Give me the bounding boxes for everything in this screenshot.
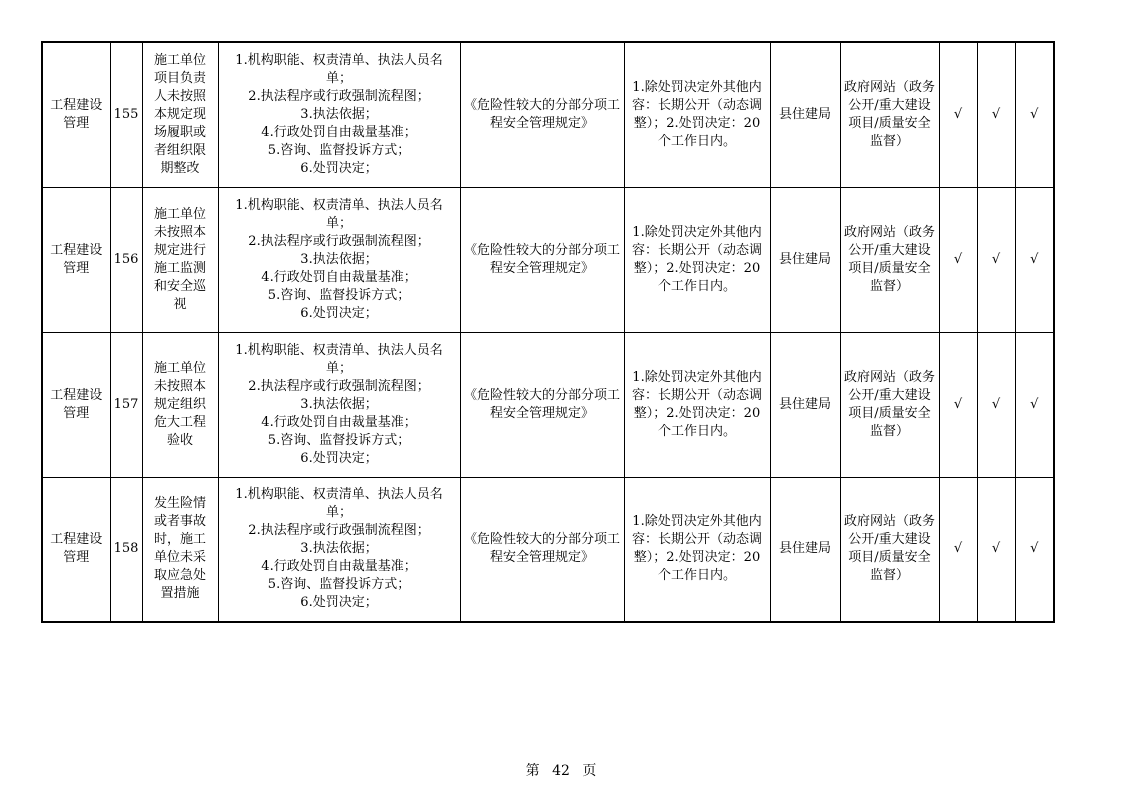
content-line: 1.机构职能、权责清单、执法人员名 (235, 52, 443, 68)
number-cell: 156 (110, 187, 142, 332)
content-line: 2.执法程序或行政强制流程图； (248, 88, 430, 104)
matter-cell: 施工单位项目负责人未按照本规定现场履职或者组织限期整改 (142, 42, 218, 187)
timing-cell: 1.除处罚决定外其他内容：长期公开（动态调整）；2.处罚决定：20个工作日内。 (624, 42, 770, 187)
disclosure-table (41, 41, 1055, 623)
table-row (42, 477, 1054, 622)
channel-cell: 政府网站（政务公开/重大建设项目/质量安全监督） (840, 332, 939, 477)
subject-cell: 县住建局 (770, 187, 840, 332)
content-line: 6.处罚决定； (300, 450, 378, 466)
content-line: 3.执法依据； (300, 396, 378, 412)
content-line: 4.行政处罚自由裁量基准； (261, 414, 417, 430)
content-line: 3.执法依据； (300, 541, 378, 557)
content-line: 3.执法依据； (300, 251, 378, 267)
content-line: 5.咨询、监督投诉方式； (267, 142, 411, 158)
content-line: 1.机构职能、权责清单、执法人员名 (235, 342, 443, 358)
timing-cell: 1.除处罚决定外其他内容：长期公开（动态调整）；2.处罚决定：20个工作日内。 (624, 477, 770, 622)
subject-cell: 县住建局 (770, 332, 840, 477)
check-cell-3: √ (1015, 477, 1054, 622)
check-cell-2: √ (977, 477, 1015, 622)
check-cell-1: √ (939, 477, 977, 622)
content-line: 单； (325, 70, 352, 86)
check-cell-3: √ (1015, 42, 1054, 187)
content-line: 2.执法程序或行政强制流程图； (248, 523, 430, 539)
check-cell-1: √ (939, 42, 977, 187)
content-cell (218, 477, 460, 622)
content-line: 5.咨询、监督投诉方式； (267, 432, 411, 448)
page-suffix: 页 (582, 763, 597, 779)
subject-cell: 县住建局 (770, 477, 840, 622)
content-line: 1.机构职能、权责清单、执法人员名 (235, 197, 443, 213)
content-line: 5.咨询、监督投诉方式； (267, 287, 411, 303)
table-row (42, 42, 1054, 187)
basis-cell: 《危险性较大的分部分项工程安全管理规定》 (460, 477, 624, 622)
check-cell-1: √ (939, 187, 977, 332)
timing-cell: 1.除处罚决定外其他内容：长期公开（动态调整）；2.处罚决定：20个工作日内。 (624, 332, 770, 477)
content-line: 单； (325, 360, 352, 376)
check-cell-3: √ (1015, 332, 1054, 477)
content-line: 3.执法依据； (300, 106, 378, 122)
check-cell-1: √ (939, 332, 977, 477)
content-line: 2.执法程序或行政强制流程图； (248, 233, 430, 249)
page-footer (0, 760, 1122, 780)
category-cell: 工程建设管理 (42, 332, 110, 477)
number-cell: 157 (110, 332, 142, 477)
content-cell (218, 187, 460, 332)
table-row (42, 332, 1054, 477)
content-line: 单； (325, 505, 352, 521)
category-cell: 工程建设管理 (42, 477, 110, 622)
basis-cell: 《危险性较大的分部分项工程安全管理规定》 (460, 42, 624, 187)
content-line: 4.行政处罚自由裁量基准； (261, 124, 417, 140)
content-line: 2.执法程序或行政强制流程图； (248, 378, 430, 394)
subject-cell: 县住建局 (770, 42, 840, 187)
check-cell-2: √ (977, 187, 1015, 332)
category-cell: 工程建设管理 (42, 42, 110, 187)
content-line: 单； (325, 215, 352, 231)
number-cell: 158 (110, 477, 142, 622)
check-cell-3: √ (1015, 187, 1054, 332)
channel-cell: 政府网站（政务公开/重大建设项目/质量安全监督） (840, 477, 939, 622)
basis-cell: 《危险性较大的分部分项工程安全管理规定》 (460, 332, 624, 477)
content-cell (218, 42, 460, 187)
number-cell: 155 (110, 42, 142, 187)
content-cell (218, 332, 460, 477)
basis-cell: 《危险性较大的分部分项工程安全管理规定》 (460, 187, 624, 332)
channel-cell: 政府网站（政务公开/重大建设项目/质量安全监督） (840, 187, 939, 332)
content-line: 6.处罚决定； (300, 595, 378, 611)
table-row (42, 187, 1054, 332)
table-body (42, 42, 1054, 622)
matter-cell: 施工单位未按照本规定组织危大工程验收 (142, 332, 218, 477)
content-line: 6.处罚决定； (300, 305, 378, 321)
check-cell-2: √ (977, 332, 1015, 477)
page-number: 42 (552, 763, 570, 779)
matter-cell: 施工单位未按照本规定进行施工监测和安全巡视 (142, 187, 218, 332)
channel-cell: 政府网站（政务公开/重大建设项目/质量安全监督） (840, 42, 939, 187)
category-cell: 工程建设管理 (42, 187, 110, 332)
content-line: 6.处罚决定； (300, 160, 378, 176)
content-line: 5.咨询、监督投诉方式； (267, 577, 411, 593)
matter-cell: 发生险情或者事故时，施工单位未采取应急处置措施 (142, 477, 218, 622)
content-line: 1.机构职能、权责清单、执法人员名 (235, 487, 443, 503)
check-cell-2: √ (977, 42, 1015, 187)
page-prefix: 第 (525, 763, 540, 779)
timing-cell: 1.除处罚决定外其他内容：长期公开（动态调整）；2.处罚决定：20个工作日内。 (624, 187, 770, 332)
content-line: 4.行政处罚自由裁量基准； (261, 559, 417, 575)
content-line: 4.行政处罚自由裁量基准； (261, 269, 417, 285)
